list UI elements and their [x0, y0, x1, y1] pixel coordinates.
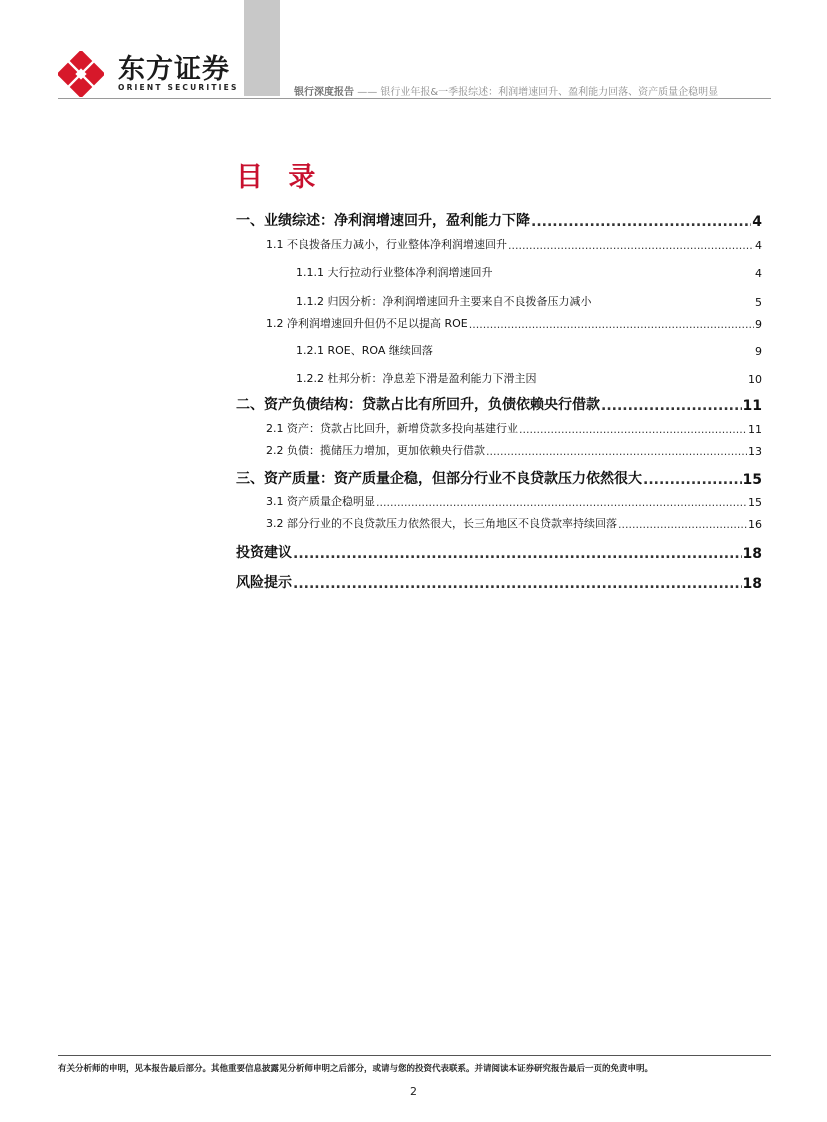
toc-entry-text: 1.2 净利润增速回升但仍不足以提高 ROE: [266, 317, 468, 330]
page-number: 2: [410, 1085, 417, 1098]
header-separator: ——: [357, 87, 378, 98]
toc-leader-dots: [601, 398, 742, 414]
toc-entry-text: 三、资产质量：资产质量企稳，但部分行业不良贷款压力依然很大: [236, 471, 642, 487]
toc-leader-dots: [376, 496, 747, 509]
toc-entry-page: 9: [755, 318, 762, 331]
toc-entry-2[interactable]: [236, 394, 762, 414]
toc-entry-text: 1.2.1 ROE、ROA 继续回落: [296, 344, 433, 357]
toc-entry-1-2-1[interactable]: [296, 338, 762, 358]
toc-leader-dots: [519, 423, 747, 436]
toc-entry-page: 18: [742, 546, 762, 562]
header-divider: [58, 98, 771, 99]
toc-entry-2-2[interactable]: [266, 438, 762, 458]
toc-entry-text: 3.2 部分行业的不良贷款压力依然很大，长三角地区不良贷款率持续回落: [266, 517, 617, 530]
toc-entry-investment-advice[interactable]: [236, 542, 762, 562]
toc-entry-text: 2.2 负债：揽储压力增加，更加依赖央行借款: [266, 444, 485, 457]
toc-entry-page: 4: [752, 214, 762, 230]
toc-entry-page: 4: [755, 239, 762, 252]
toc-entry-page: 9: [755, 345, 762, 358]
toc-leader-dots: [469, 318, 754, 331]
toc-entry-page: 18: [742, 576, 762, 592]
toc-entry-1-2[interactable]: [266, 311, 762, 331]
toc-entry-text: 二、资产负债结构：贷款占比有所回升，负债依赖央行借款: [236, 397, 600, 413]
toc-entry-1[interactable]: [236, 210, 762, 230]
toc-entry-page: 10: [748, 373, 762, 386]
toc-leader-dots: [293, 576, 742, 592]
toc-entry-3-1[interactable]: [266, 489, 762, 509]
report-header: [294, 83, 718, 98]
toc-entry-page: 11: [742, 398, 762, 414]
toc-entry-3-2[interactable]: [266, 511, 762, 531]
toc-leader-dots: [508, 239, 754, 252]
toc-entry-text: 1.1 不良拨备压力减小，行业整体净利润增速回升: [266, 238, 507, 251]
toc-entry-1-1-2[interactable]: [296, 289, 762, 309]
toc-entry-page: 11: [748, 423, 762, 436]
toc-leader-dots: [293, 546, 742, 562]
toc-entry-text: 1.1.1 大行拉动行业整体净利润增速回升: [296, 266, 493, 279]
toc-entry-text: 投资建议: [236, 545, 292, 561]
toc-leader-dots: [618, 518, 747, 531]
toc-leader-dots: [486, 445, 747, 458]
toc-entry-page: 5: [755, 296, 762, 309]
footer-divider: [58, 1055, 771, 1056]
toc-entry-page: 4: [755, 267, 762, 280]
logo-mark-icon: [58, 51, 104, 97]
toc-entry-page: 15: [742, 472, 762, 488]
toc-entry-3[interactable]: [236, 468, 762, 488]
toc-entry-text: 2.1 资产：贷款占比回升，新增贷款多投向基建行业: [266, 422, 518, 435]
toc-title: 目 录: [236, 162, 324, 193]
toc-entry-page: 13: [748, 445, 762, 458]
orient-securities-logo: [58, 47, 239, 97]
toc-entry-2-1[interactable]: [266, 416, 762, 436]
toc-entry-text: 1.1.2 归因分析：净利润增速回升主要来自不良拨备压力减小: [296, 295, 592, 308]
toc-entry-1-1[interactable]: [266, 232, 762, 252]
toc-entry-text: 一、业绩综述：净利润增速回升，盈利能力下降: [236, 213, 530, 229]
footer-disclaimer: 有关分析师的申明，见本报告最后部分。其他重要信息披露见分析师申明之后部分，或请与您的投资代表联系。并请阅读本证券研究报告最后一页的免责申明。: [58, 1064, 654, 1074]
report-subtitle: 银行业年报&一季报综述：利润增速回升、盈利能力回落、资产质量企稳明显: [380, 87, 719, 98]
logo-english-name: ORIENT SECURITIES: [118, 83, 239, 92]
header-gray-tab: [244, 0, 280, 96]
toc-entry-page: 16: [748, 518, 762, 531]
toc-entry-1-1-1[interactable]: [296, 260, 762, 280]
toc-entry-text: 风险提示: [236, 575, 292, 591]
toc-entry-page: 15: [748, 496, 762, 509]
toc-entry-risk-warning[interactable]: [236, 572, 762, 592]
toc-entry-text: 3.1 资产质量企稳明显: [266, 495, 375, 508]
logo-chinese-name: 东方证券: [118, 54, 230, 85]
report-type: 银行深度报告: [294, 87, 354, 98]
toc-leader-dots: [643, 472, 742, 488]
toc-entry-1-2-2[interactable]: [296, 366, 762, 386]
toc-leader-dots: [531, 214, 751, 230]
toc-entry-text: 1.2.2 杜邦分析：净息差下滑是盈利能力下滑主因: [296, 372, 537, 385]
